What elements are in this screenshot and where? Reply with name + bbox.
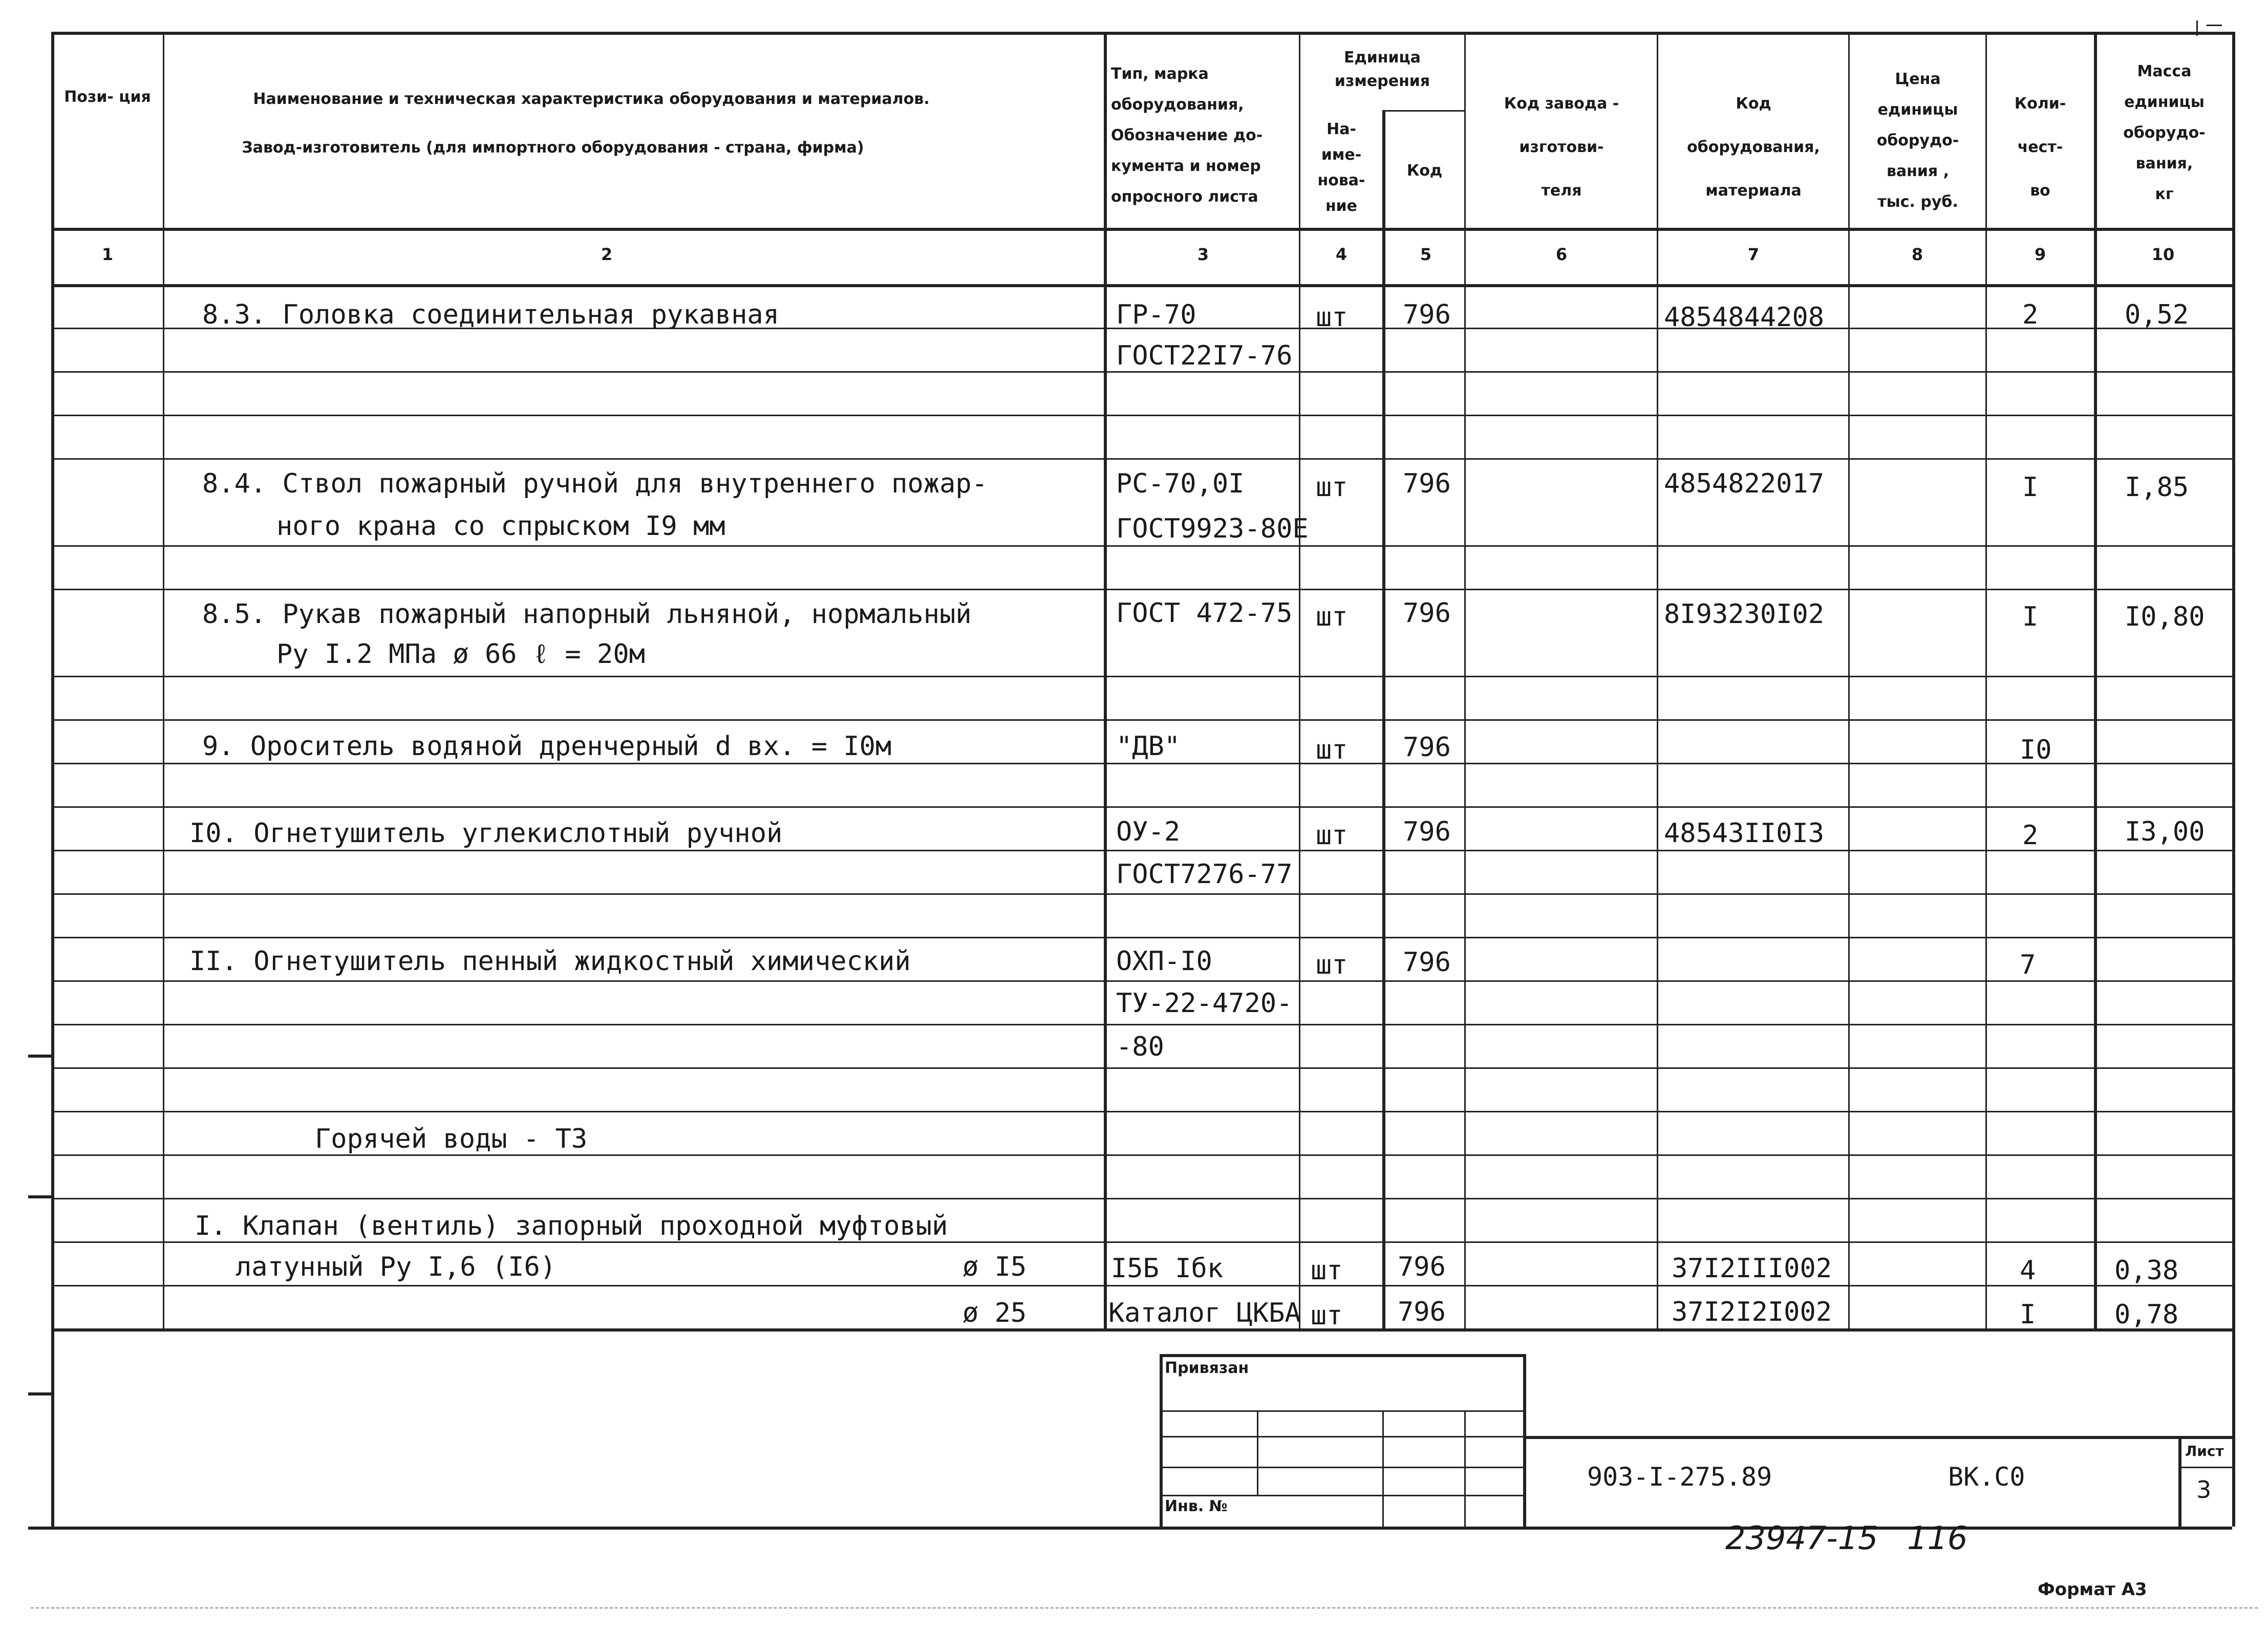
item-type: ОХП-I0 — [1116, 946, 1212, 977]
col-number-2: 2 — [601, 245, 613, 264]
col-number-4: 4 — [1335, 245, 1347, 264]
sheet-number: 3 — [2196, 1476, 2212, 1504]
header-unit-name: На- име- нова- ние — [1317, 120, 1365, 215]
item-unit-code: 796 — [1403, 947, 1451, 978]
item-type: "ДВ" — [1116, 731, 1181, 762]
header-type: Тип, марка оборудования, Обозначение до- кумента и номер опросного листа — [1111, 65, 1263, 206]
item-mass: I0,80 — [2125, 602, 2205, 632]
header-name-line1: Наименование и техническая характеристика оборудования и материалов. — [253, 90, 930, 108]
item-unit: шт — [1316, 472, 1348, 503]
header-quantity: Коли- чест- во — [2014, 95, 2066, 200]
item-type: ГР-70 — [1116, 299, 1196, 330]
col-number-10: 10 — [2151, 245, 2175, 264]
header-unit: Единица измерения — [1334, 49, 1430, 90]
item-name: латунный Ру I,6 (I6) — [236, 1252, 557, 1282]
item-type: РС-70,0I — [1116, 468, 1245, 499]
item-name: I0. Огнетушитель углекислотный ручной — [189, 818, 783, 849]
item-mass: I,85 — [2125, 472, 2189, 503]
item-quantity: I0 — [2020, 735, 2052, 765]
item-type: I5Б Iбк — [1111, 1253, 1224, 1284]
item-mass: 0,52 — [2125, 299, 2189, 330]
item-unit-code: 796 — [1398, 1252, 1446, 1282]
item-material-code: 48543II0I3 — [1664, 818, 1825, 849]
item-type: Каталог ЦКБА — [1108, 1298, 1301, 1328]
item-type: ТУ-22-4720- — [1116, 988, 1293, 1019]
item-type: ГОСТ7276-77 — [1116, 859, 1293, 890]
item-material-code: 8I93230I02 — [1664, 599, 1825, 630]
item-quantity: I — [2022, 602, 2039, 632]
item-name: 8.4. Ствол пожарный ручной для внутреннего пожар- — [202, 468, 988, 499]
inventory-label: Инв. № — [1165, 1497, 1228, 1515]
item-unit: шт — [1311, 1300, 1343, 1331]
item-mass: 0,78 — [2114, 1299, 2179, 1330]
item-material-code: 4854822017 — [1664, 468, 1825, 499]
item-quantity: 2 — [2022, 299, 2039, 330]
item-material-code: 37I2I2I002 — [1672, 1297, 1832, 1327]
item-unit: шт — [1316, 950, 1348, 980]
item-unit: шт — [1311, 1255, 1343, 1286]
item-quantity: I — [2020, 1299, 2036, 1330]
item-quantity: I — [2022, 472, 2039, 503]
item-unit-code: 796 — [1403, 732, 1451, 763]
item-size: ø I5 — [962, 1252, 1027, 1282]
item-unit: шт — [1316, 302, 1348, 333]
item-quantity: 4 — [2020, 1255, 2036, 1286]
format-label: Формат А3 — [2038, 1579, 2147, 1600]
item-name: 8.3. Головка соединительная рукавная — [202, 299, 780, 330]
item-unit-code: 796 — [1398, 1297, 1446, 1327]
section-heading: Горячей воды - Т3 — [315, 1124, 588, 1154]
item-quantity: 2 — [2022, 820, 2039, 851]
document-code: 903-I-275.89 — [1587, 1462, 1772, 1492]
item-type: -80 — [1116, 1032, 1164, 1062]
item-name: II. Огнетушитель пенный жидкостный химический — [189, 946, 911, 977]
item-unit-code: 796 — [1403, 468, 1451, 499]
header-plant-code: Код завода - изготови- теля — [1504, 95, 1619, 200]
col-number-1: 1 — [101, 245, 114, 264]
item-type: ГОСТ9923-80Е — [1116, 513, 1309, 544]
item-unit-code: 796 — [1403, 299, 1451, 330]
item-material-code: 37I2III002 — [1672, 1253, 1832, 1284]
header-material-code: Код оборудования, материала — [1687, 95, 1820, 200]
item-unit-code: 796 — [1403, 598, 1451, 629]
handwritten-page: 116 — [1907, 1519, 1968, 1557]
header-price: Цена единицы оборудо- вания , тыс. руб. — [1876, 70, 1959, 211]
item-unit-code: 796 — [1403, 817, 1451, 847]
item-quantity: 7 — [2020, 950, 2036, 980]
document-mark: ВК.С0 — [1948, 1462, 2025, 1492]
item-type: ОУ-2 — [1116, 817, 1181, 847]
item-mass: I3,00 — [2125, 817, 2205, 847]
header-mass: Масса единицы оборудо- вания, кг — [2123, 62, 2206, 203]
item-name: 8.5. Рукав пожарный напорный льняной, нормальный — [202, 599, 972, 630]
item-name: I. Клапан (вентиль) запорный проходной муфтовый — [195, 1211, 948, 1241]
sheet-label: Лист — [2185, 1443, 2224, 1459]
col-number-6: 6 — [1555, 245, 1568, 264]
col-number-8: 8 — [1911, 245, 1923, 264]
item-unit: шт — [1316, 820, 1348, 851]
item-mass: 0,38 — [2114, 1255, 2179, 1286]
col-number-3: 3 — [1197, 245, 1209, 264]
item-size: ø 25 — [962, 1298, 1027, 1328]
col-number-7: 7 — [1747, 245, 1760, 264]
handwritten-number: 23947-15 — [1725, 1519, 1878, 1557]
item-name: ного крана со спрыском I9 мм — [276, 511, 725, 542]
bound-label: Привязан — [1165, 1359, 1249, 1377]
item-unit: шт — [1316, 602, 1348, 632]
item-material-code: 4854844208 — [1664, 302, 1825, 333]
col-number-5: 5 — [1420, 245, 1432, 264]
item-name: Ру I.2 МПа ø 66 ℓ = 20м — [276, 639, 645, 670]
item-type: ГОСТ22I7-76 — [1116, 340, 1293, 371]
header-position: Пози- ция — [64, 88, 151, 106]
header-name-line2: Завод-изготовитель (для импортного оборудования - страна, фирма) — [242, 139, 864, 157]
header-unit-code: Код — [1406, 162, 1443, 180]
item-type: ГОСТ 472-75 — [1116, 598, 1293, 629]
col-number-9: 9 — [2034, 245, 2046, 264]
item-unit: шт — [1316, 735, 1348, 765]
item-name: 9. Ороситель водяной дренчерный d вх. = I0м — [202, 731, 892, 762]
